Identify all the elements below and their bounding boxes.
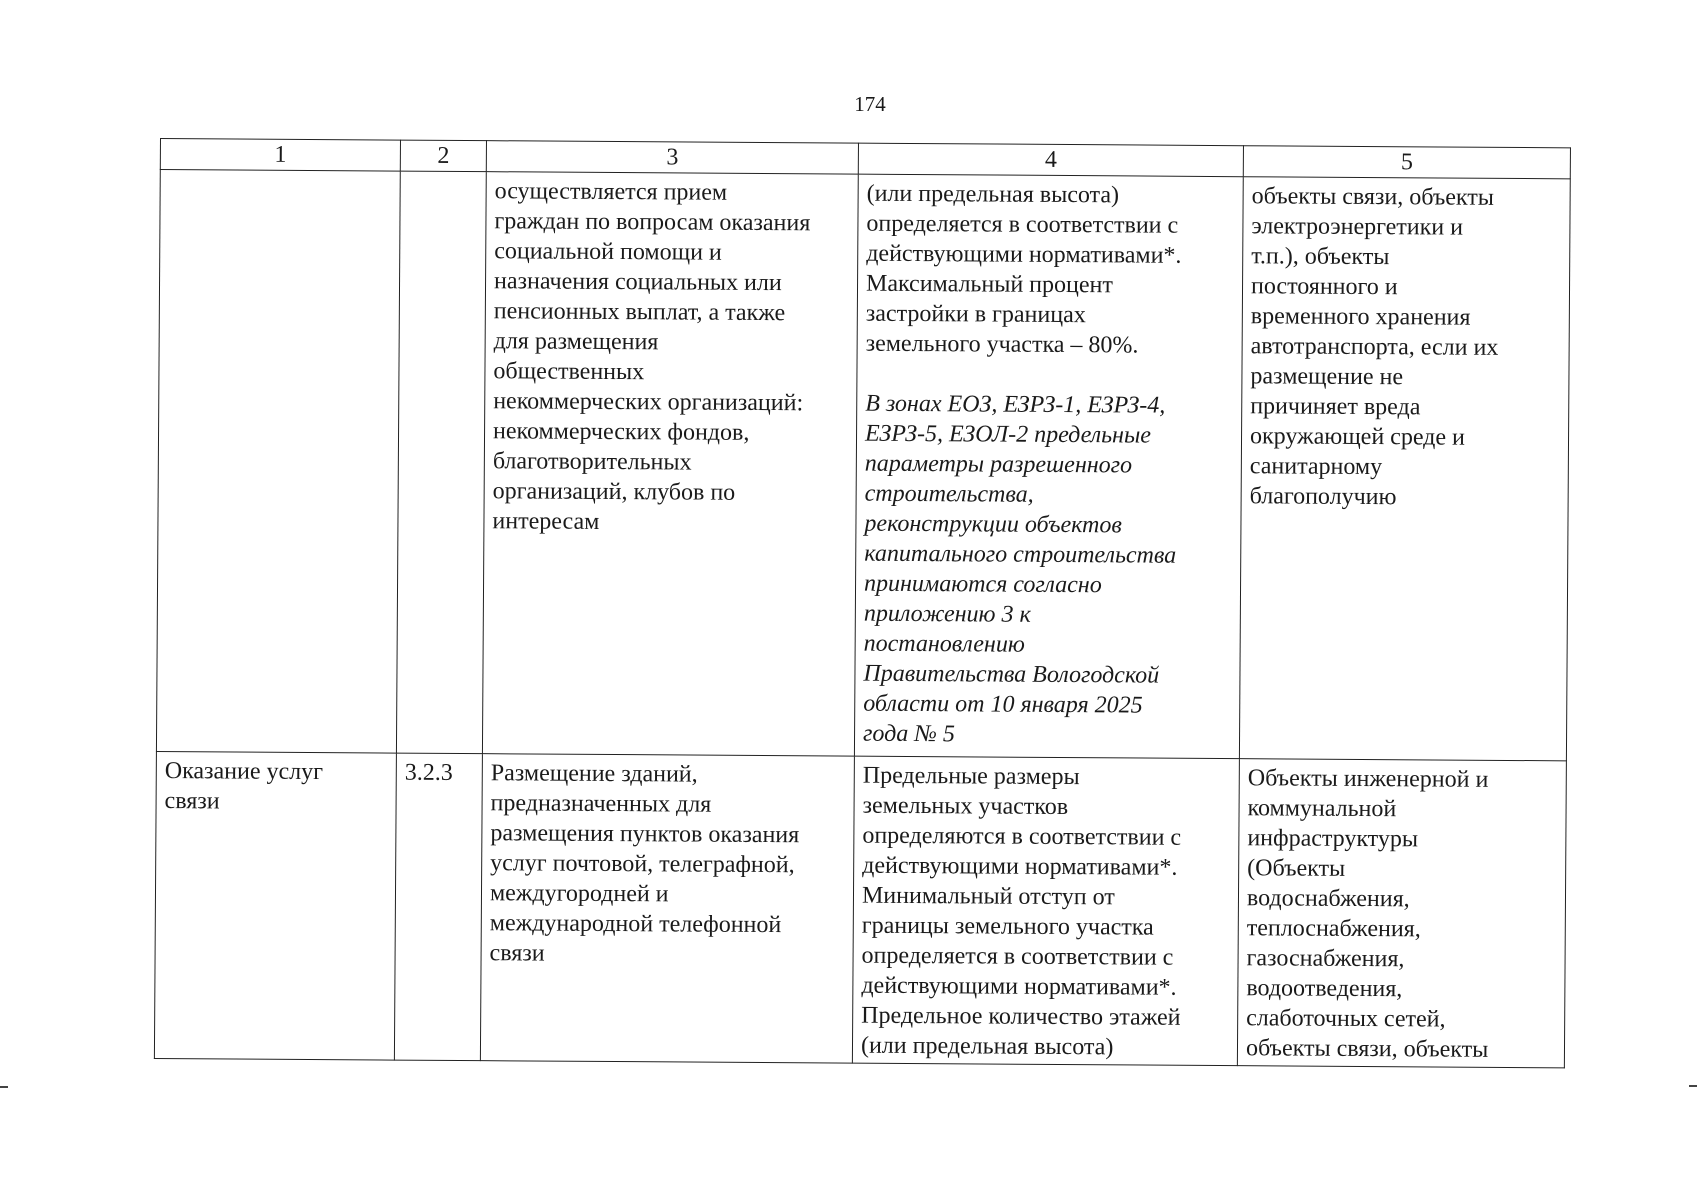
parameters-text: (или предельная высота) определяется в соответствии с действующими нормативами*. Максимальный процент застройки в границах земельного участка – 80%. <box>865 180 1182 359</box>
column-header-3: 3 <box>486 141 858 174</box>
column-header-4: 4 <box>858 143 1243 177</box>
scan-edge-mark <box>1689 1085 1697 1087</box>
zone-note-text: В зонах ЕОЗ, ЕЗРЗ-1, ЕЗРЗ-4, ЕЗРЗ-5, ЕЗОЛ-2 предельные параметры разрешенного строительства, реконструкции объектов капитального строительства принимаются согласно приложению 3 к постановлению Правительства Вологодской области от 10 января 2025 года № 5 <box>862 390 1177 748</box>
parameters-cell: Предельные размеры земельных участков определяются в соответствии с действующими нормативами*. Минимальный отступ от границы земельного участка определяется в соответствии с действующими нормативами*. Предельное количество этажей (или предельная высота) <box>852 756 1239 1066</box>
land-use-type-cell <box>156 170 400 754</box>
table-row <box>156 170 1570 761</box>
description-cell: осуществляется прием граждан по вопросам оказания социальной помощи и назначения социальных или пенсионных выплат, а также для размещения общественных некоммерческих организаций: некоммерческих фондов, благотворительных организаций, клубов по интересам <box>482 172 858 756</box>
code-cell: 3.2.3 <box>394 753 482 1061</box>
regulations-table <box>154 138 1571 1068</box>
table-row <box>154 751 1566 1067</box>
description-cell: Размещение зданий, предназначенных для размещения пунктов оказания услуг почтовой, телеграфной, междугородней и международной телефонной связи <box>480 754 854 1063</box>
parameters-cell <box>854 174 1243 759</box>
code-cell <box>396 171 486 754</box>
column-header-1: 1 <box>160 139 400 172</box>
page-number: 174 <box>854 92 886 116</box>
column-header-5: 5 <box>1243 146 1570 179</box>
land-use-type-cell: Оказание услуг связи <box>154 751 396 1060</box>
auxiliary-use-cell: объекты связи, объекты электроэнергетики и т.п.), объекты постоянного и временного хранения автотранспорта, если их размещение не причиняет вреда окружающей среде и санитарному благополучию <box>1239 177 1570 761</box>
scan-edge-mark <box>0 1086 8 1088</box>
auxiliary-use-cell: Объекты инженерной и коммунальной инфраструктуры (Объекты водоснабжения, теплоснабжения, газоснабжения, водоотведения, слаботочных сетей, объекты связи, объекты <box>1237 759 1566 1068</box>
column-header-2: 2 <box>400 140 486 172</box>
